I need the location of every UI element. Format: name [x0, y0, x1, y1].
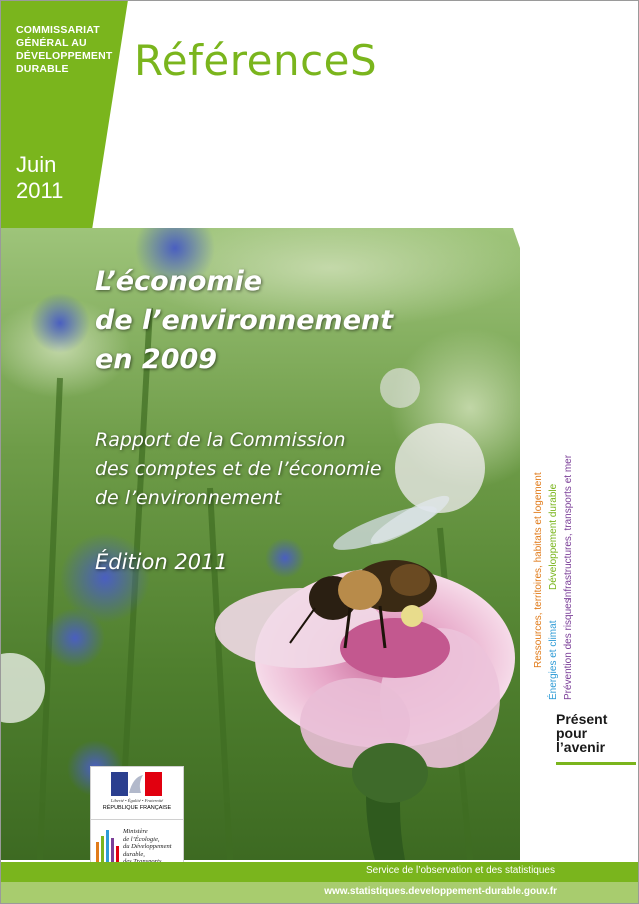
edition-label: Édition 2011 [95, 550, 228, 574]
footer-url-bar [0, 882, 639, 904]
publication-month: Juin [16, 152, 57, 177]
org-line-3: DÉVELOPPEMENT [16, 50, 113, 62]
report-subtitle [95, 426, 382, 513]
ministry-line-4: durable, [123, 850, 145, 858]
publication-year: 2011 [16, 178, 64, 203]
theme-sustainable-development: Développement durable [548, 483, 559, 590]
slogan [556, 712, 607, 754]
ministry-line-3: du Développement [123, 843, 172, 850]
slogan-line-3: l’avenir [556, 739, 606, 755]
title-line-3: en 2009 [95, 344, 218, 375]
org-line-2: GÉNÉRAL AU [16, 37, 87, 49]
theme-infrastructure: Infrastructures, transports et mer [563, 454, 574, 600]
marianne-emblem [91, 769, 183, 799]
title-line-2: de l’environnement [95, 305, 394, 336]
republique-francaise-logo [90, 766, 184, 820]
footer-service-bar [0, 862, 639, 882]
slogan-underline [556, 762, 636, 765]
republic-label: RÉPUBLIQUE FRANÇAISE [102, 805, 172, 811]
organisation-name [16, 24, 126, 76]
ministry-line-1: Ministère [123, 828, 148, 835]
ministry-line-2: de l’Écologie, [123, 835, 160, 843]
service-name: Service de l’observation et des statistiques [366, 865, 555, 876]
website-link[interactable]: www.statistiques.developpement-durable.gouv.fr [324, 886, 557, 897]
theme-resources: Ressources, territoires, habitats et logement [533, 472, 544, 668]
slogan-line-2: pour [556, 725, 588, 741]
theme-energy-climate: Énergies et climat [548, 620, 559, 700]
theme-risk-prevention: Prévention des risques [563, 598, 574, 700]
subtitle-line-3: de l’environnement [95, 487, 282, 509]
report-title [95, 262, 393, 379]
slogan-line-1: Présent [556, 711, 608, 727]
subtitle-line-2: des comptes et de l’économie [95, 458, 382, 480]
series-title: RéférenceS [134, 36, 378, 85]
subtitle-line-1: Rapport de la Commission [95, 429, 346, 451]
publication-date [16, 152, 63, 204]
republic-motto: Liberté • Égalité • Fraternité [110, 798, 164, 803]
title-line-1: L’économie [95, 266, 263, 297]
org-line-4: DURABLE [16, 63, 69, 75]
org-line-1: COMMISSARIAT [16, 24, 100, 36]
